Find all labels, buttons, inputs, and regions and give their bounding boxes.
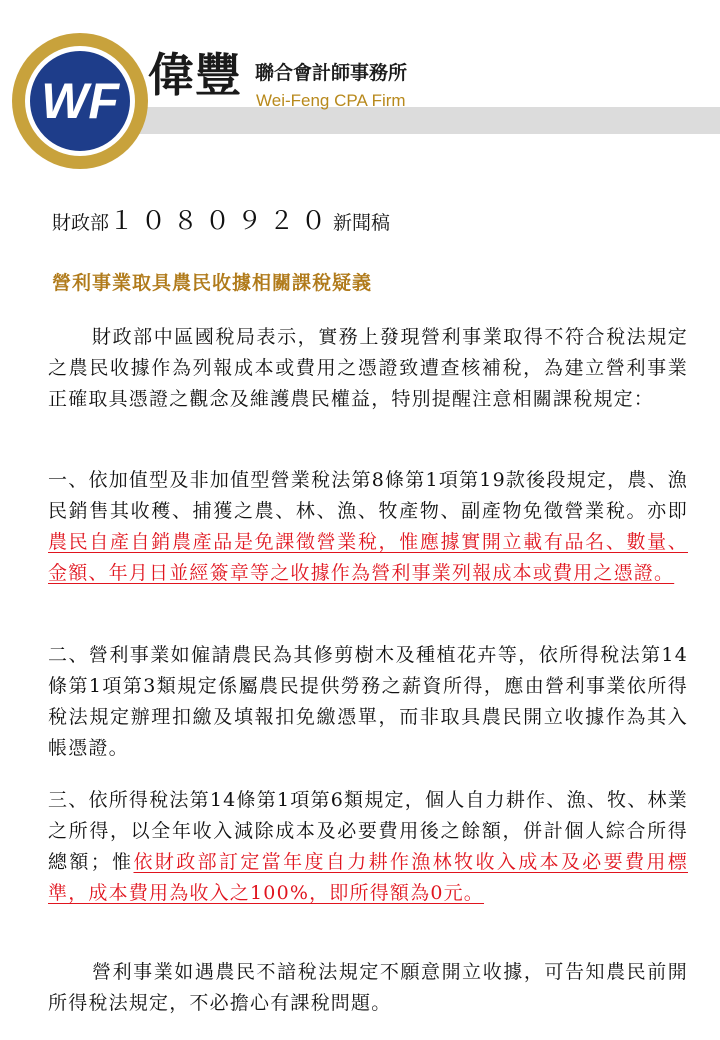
item-three-paragraph [48,785,688,909]
firm-subtitle-en: Wei-Feng CPA Firm [256,91,406,110]
logo-text: WF [41,73,119,129]
item-one-highlight: 農民自產自銷農產品是免課徵營業稅，惟應據實開立載有品名、數量、金額、年月日並經簽章等之收據作為營利事業列報成本或費用之憑證。 [48,531,688,584]
item-one-text: 一、依加值型及非加值型營業稅法第8條第1項第19款後段規定，農、漁民銷售其收穫、捕獲之農、林、漁、牧產物、副產物免徵營業稅。亦即 [48,469,688,522]
item-three-text: 三、依所得稅法第14條第1項第6類規定，個人自力耕作、漁、牧、林業之所得，以全年收入減除成本及必要費用後之餘額，併計個人綜合所得總額；惟 [48,789,688,873]
ref-suffix: 新聞稿 [333,212,391,234]
press-release-reference [52,205,390,238]
firm-subtitle-cn: 聯合會計師事務所 [255,62,408,84]
ref-number: １０８０９２０ [109,206,334,235]
intro-paragraph: 財政部中區國稅局表示，實務上發現營利事業取得不符合稅法規定之農民收據作為列報成本或費用之憑證致遭查核補稅，為建立營利事業正確取具憑證之觀念及維護農民權益，特別提醒注意相關課稅規定： [48,326,688,410]
item-one-paragraph [48,465,688,589]
brand-name-cn: 偉豐 [148,48,242,102]
letterhead [0,0,720,190]
ref-prefix: 財政部 [52,212,110,234]
item-three-highlight: 依財政部訂定當年度自力耕作漁林牧收入成本及必要費用標準，成本費用為收入之100%，即所得額為0元。 [48,851,688,904]
closing-paragraph: 營利事業如遇農民不諳稅法規定不願意開立收據，可告知農民前開所得稅法規定，不必擔心有課稅問題。 [48,961,688,1014]
item-two-paragraph: 二、營利事業如僱請農民為其修剪樹木及種植花卉等，依所得稅法第14條第1項第3類規定係屬農民提供勞務之薪資所得，應由營利事業依所得稅法規定辦理扣繳及填報扣免繳憑單，而非取具農民開立收據作為其入帳憑證。 [48,644,688,759]
document-title: 營利事業取具農民收據相關課稅疑義 [52,272,373,294]
header-band [60,107,720,134]
